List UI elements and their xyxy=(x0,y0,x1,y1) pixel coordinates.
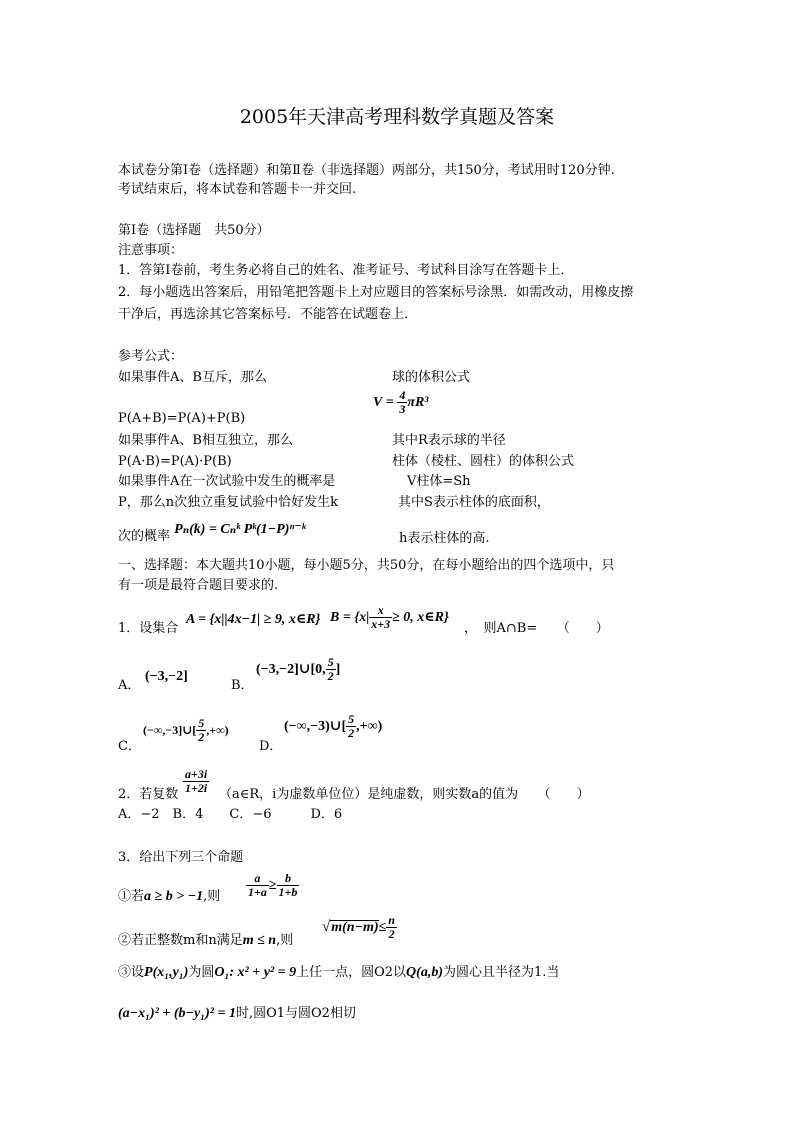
formula-left-4: P(A·B)=P(A)·P(B) xyxy=(118,454,232,469)
sphere-rhs: πR³ xyxy=(407,395,429,410)
q1-opt-b: (−3,−2]∪[0, $\frac{5}{2}$ ] xyxy=(256,655,341,683)
q3-prop-3-cont: (a−x₁)² + (b−y₁)² = 1时,圆O1与圆O2相切 xyxy=(118,1006,356,1021)
q1-set-b-fraction: $\frac{x}{x+3}$ xyxy=(371,603,391,631)
formula-left-2: P(A+B)=P(A)+P(B) xyxy=(118,411,246,426)
formulas-heading: 参考公式： xyxy=(118,349,184,364)
q3-lead: 3．给出下列三个命题 xyxy=(118,850,244,865)
choice-instruction-1: 一、选择题：本大题共10小题，每小题5分，共50分，在每小题给出的四个选项中，只 xyxy=(118,558,615,573)
q3-prop-1: ①若a ≥ b > −1,则 xyxy=(118,889,221,904)
q1-lead: 1．设集合 xyxy=(118,621,179,636)
page-title: 2005年天津高考理科数学真题及答案 xyxy=(239,106,555,128)
note-1: 1．答第Ⅰ卷前，考生务必将自己的姓名、准考证号、考试科目涂写在答题卡上． xyxy=(118,263,574,278)
sphere-volume-formula: V = $\frac{4}{3}$ πR³ xyxy=(373,388,429,416)
q2-options: A．−2 B．4 C．−6 D．6 xyxy=(118,807,343,822)
q1-opt-a: (−3,−2] xyxy=(145,669,188,684)
q1-set-a: A = {x||4x−1| ≥ 9, x∈R} xyxy=(186,612,321,627)
formula-right-7: h表示柱体的高. xyxy=(399,531,490,546)
q1-opt-d: (−∞,−3)∪[ $\frac{5}{2}$ ,+∞) xyxy=(284,712,383,740)
note-2a: 2．每小题选出答案后，用铅笔把答题卡上对应题目的答案标号涂黑．如需改动，用橡皮擦 xyxy=(118,285,634,300)
notes-title: 注意事项： xyxy=(118,243,184,258)
formula-right-3: 其中R表示球的半径 xyxy=(392,433,506,448)
q3-prop-3: ③设P(x₁,y₁)为圆O₁: x² + y² = 9上任一点，圆O2以Q(a,b)为圆心且半径为1.当 xyxy=(118,965,560,980)
q2-tail: （a∈R，i为虚数单位位）是纯虚数，则实数a的值为 （ ） xyxy=(219,787,590,802)
q1-tail: ， 则A∩B= （ ） xyxy=(464,621,609,636)
formula-right-4: 柱体（棱柱、圆柱）的体积公式 xyxy=(392,454,575,469)
q2-lead: 2．若复数 xyxy=(118,787,179,802)
choice-instruction-2: 有一项是最符合题目要求的. xyxy=(118,578,279,593)
q3-prop-2-inequality: √m(n−m)≤ $\frac{n}{2}$ xyxy=(322,913,395,941)
formula-left-6: P，那么n次独立重复试验中恰好发生k xyxy=(118,495,338,510)
q1-opt-c: (−∞,−3]∪[ $\frac{5}{2}$ ,+∞) xyxy=(143,716,229,744)
intro-line-2: 考试结束后，将本试卷和答题卡一并交回. xyxy=(118,182,357,197)
binomial-prob-label: 次的概率 xyxy=(118,529,171,544)
intro-line-1: 本试卷分第Ⅰ卷（选择题）和第Ⅱ卷（非选择题）两部分，共150分，考试用时120分钟. xyxy=(118,163,615,178)
note-2b: 干净后，再选涂其它答案标号．不能答在试题卷上． xyxy=(118,307,418,322)
q1-opt-d-label: D． xyxy=(259,739,283,754)
formula-left-1: 如果事件A、B互斥，那么 xyxy=(118,370,267,385)
q3-prop-1-inequality: $\frac{a}{1+a}$ ≥ $\frac{b}{1+b}$ xyxy=(248,871,298,899)
binomial-formula: Pₙ(k) = Cₙᵏ Pᵏ(1−P)ⁿ⁻ᵏ xyxy=(174,522,306,537)
q1-opt-a-label: A． xyxy=(118,678,141,693)
q1-opt-b-label: B． xyxy=(231,678,254,693)
formula-left-7 xyxy=(118,522,306,546)
q1-opt-c-label: C． xyxy=(118,739,141,754)
q3-prop-2: ②若正整数m和n满足m ≤ n,则 xyxy=(118,933,294,948)
section-heading: 第Ⅰ卷（选择题 共50分） xyxy=(118,223,270,238)
sphere-v: V xyxy=(373,395,383,410)
formula-left-5: 如果事件A在一次试验中发生的概率是 xyxy=(118,474,336,489)
formula-right-5: V柱体=Sh xyxy=(407,474,471,489)
formula-right-1: 球的体积公式 xyxy=(392,370,471,385)
formula-right-6: 其中S表示柱体的底面积， xyxy=(398,495,550,510)
formula-left-3: 如果事件A、B相互独立，那么 xyxy=(118,433,293,448)
q1-set-b: B = {x| $\frac{x}{x+3}$ ≥ 0, x∈R} xyxy=(330,603,449,631)
sphere-fraction: $\frac{4}{3}$ xyxy=(399,388,406,416)
q2-fraction: $\frac{a+3i}{1+2i}$ xyxy=(185,767,208,795)
